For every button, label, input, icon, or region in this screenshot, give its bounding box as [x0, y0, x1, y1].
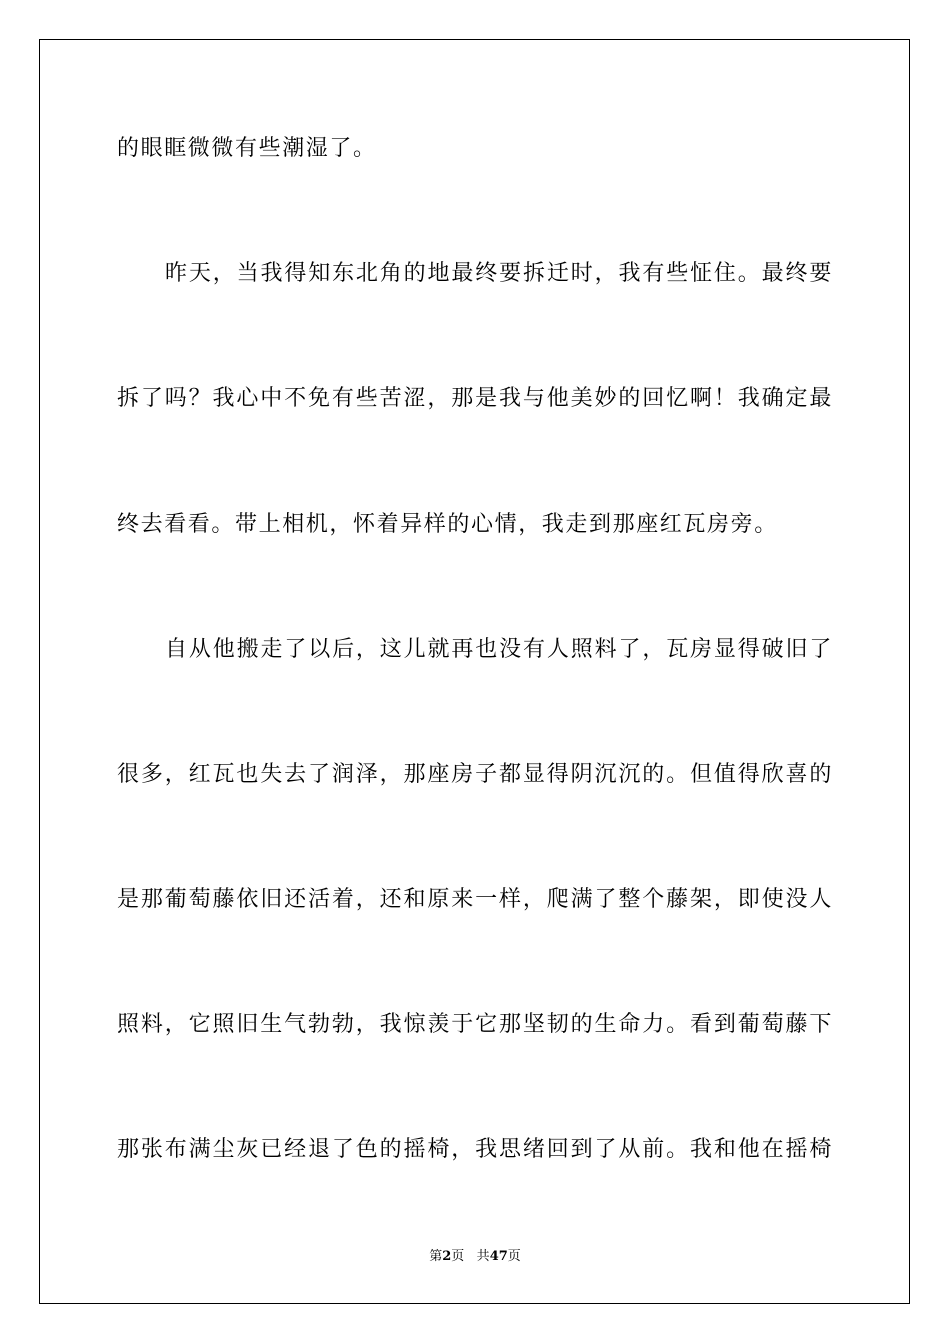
text-line-6: 很多，红瓦也失去了润泽，那座房子都显得阴沉沉的。但值得欣喜的 — [117, 762, 833, 787]
page-number: 2 — [442, 1249, 452, 1264]
total-prefix: 共 — [476, 1249, 490, 1264]
total-pages: 47 — [489, 1249, 508, 1264]
page-footer — [0, 1248, 950, 1266]
page-suffix: 页 — [451, 1249, 465, 1264]
text-line-5: 自从他搬走了以后，这儿就再也没有人照料了，瓦房显得破旧了 — [165, 637, 833, 662]
text-line-4: 终去看看。带上相机，怀着异样的心情，我走到那座红瓦房旁。 — [117, 512, 778, 537]
text-line-3: 拆了吗？我心中不免有些苦涩，那是我与他美妙的回忆啊！我确定最 — [117, 386, 833, 411]
total-suffix: 页 — [507, 1249, 521, 1264]
text-line-2: 昨天，当我得知东北角的地最终要拆迁时，我有些怔住。最终要 — [165, 261, 833, 286]
text-line-7: 是那葡萄藤依旧还活着，还和原来一样，爬满了整个藤架，即使没人 — [117, 887, 833, 912]
text-line-8: 照料，它照旧生气勃勃，我惊羡于它那坚韧的生命力。看到葡萄藤下 — [117, 1012, 833, 1037]
page-prefix: 第 — [429, 1249, 443, 1264]
text-line-1: 的眼眶微微有些潮湿了。 — [117, 136, 377, 161]
page-border — [39, 39, 910, 1304]
text-line-9: 那张布满尘灰已经退了色的摇椅，我思绪回到了从前。我和他在摇椅 — [117, 1137, 833, 1162]
